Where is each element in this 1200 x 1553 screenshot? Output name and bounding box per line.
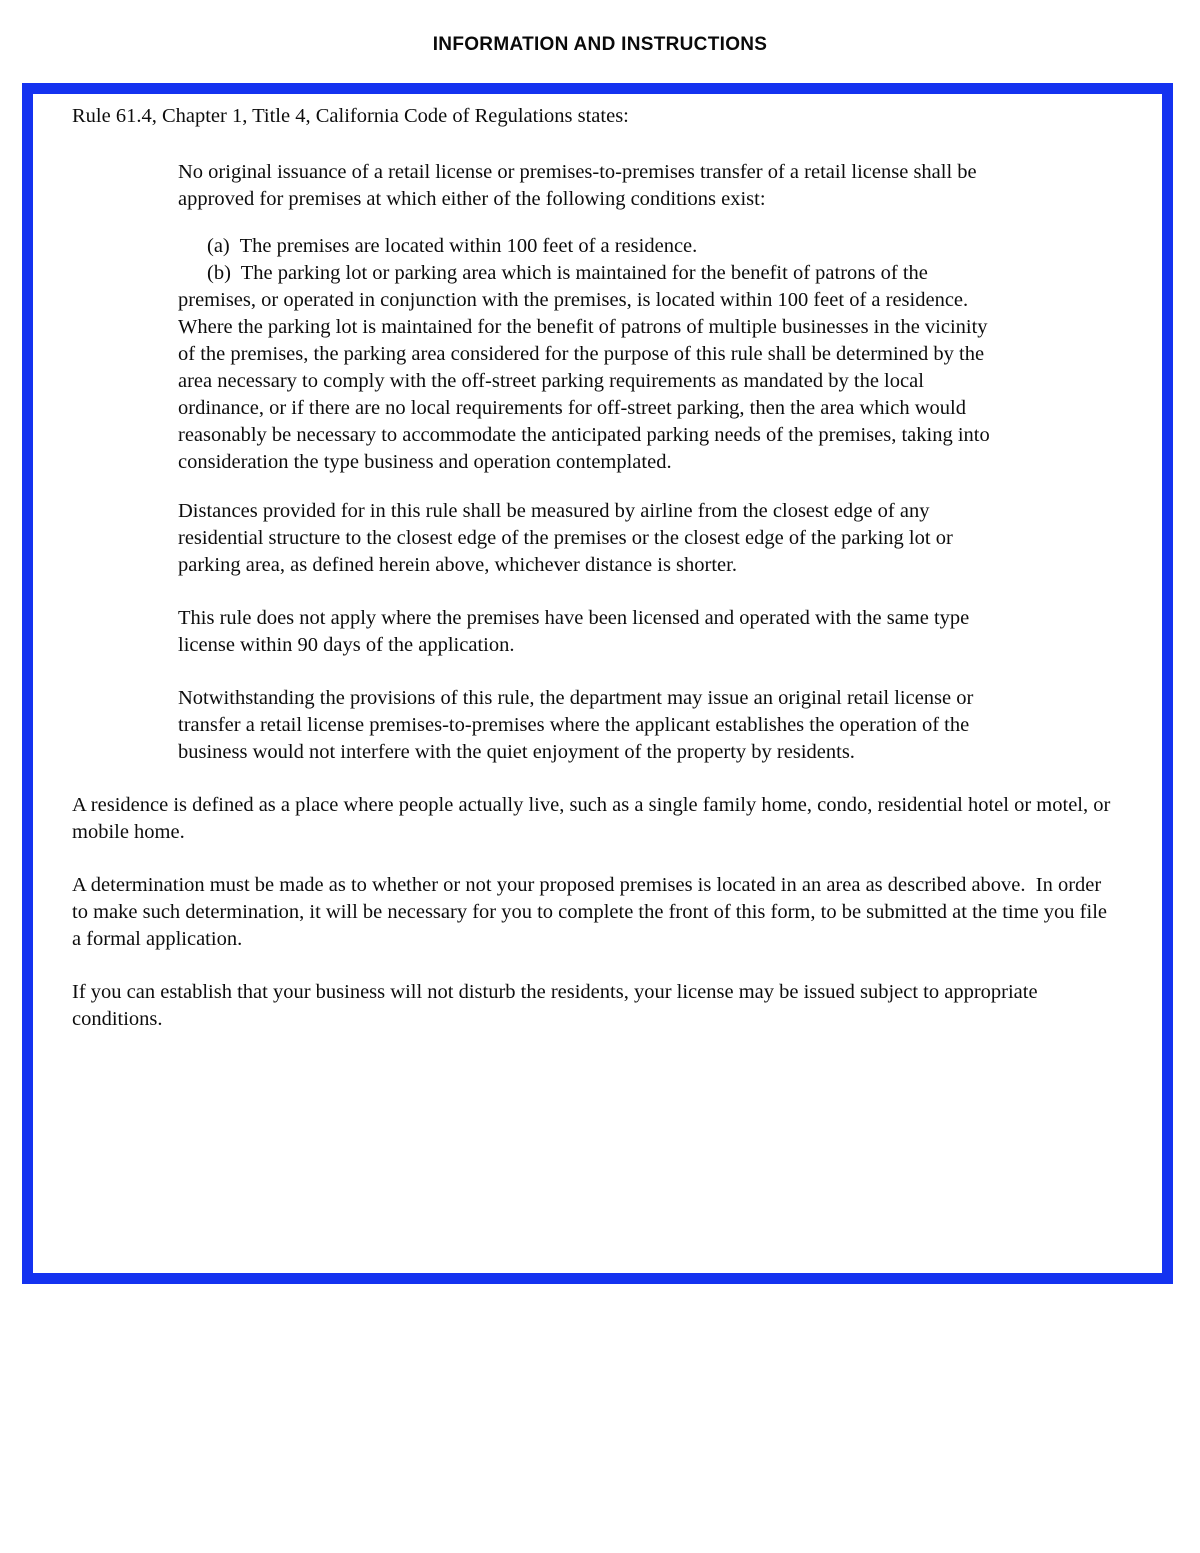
paragraph-distances: Distances provided for in this rule shall be measured by airline from the closest edge of any residential structure to the closest edge of the premises or the closest edge of the parking lot or parking area, as defined herein above, whichever distance is shorter. [178, 500, 958, 576]
paragraph-no-original-issuance: No original issuance of a retail license or premises-to-premises transfer of a retail license shall be approved for premises at which either of the following conditions exist: [178, 161, 982, 210]
paragraph-determination: A determination must be made as to whether or not your proposed premises is located in an area as described above. In order to make such determination, it will be necessary for you to complete the front of this form, to be submitted at the time you file a formal application. [72, 874, 1113, 950]
rule-text-box [22, 83, 1173, 1284]
condition-item-a: (a) The premises are located within 100 feet of a residence. [207, 235, 698, 257]
paragraph-establish: If you can establish that your business will not disturb the residents, your license may be issued subject to appropriate conditions. [72, 981, 1043, 1030]
paragraph-residence-definition: A residence is defined as a place where people actually live, such as a single family home, condo, residential hotel or motel, or mobile home. [72, 794, 1116, 843]
condition-list [178, 233, 995, 476]
paragraph-notwithstanding: Notwithstanding the provisions of this rule, the department may issue an original retail license or transfer a retail license premises-to-premises where the applicant establishes the operation of the business would not interfere with the quiet enjoyment of the property by residents. [178, 687, 979, 763]
paragraph-90-days: This rule does not apply where the premises have been licensed and operated with the same type license within 90 days of the application. [178, 607, 975, 656]
page-title: INFORMATION AND INSTRUCTIONS [432, 34, 768, 55]
condition-item-b: (b) The parking lot or parking area which is maintained for the benefit of patrons of the premises, or operated in conjunction with the premises, is located within 100 feet of a residence. Where the parking lot is maintained for the benefit of patrons of multiple businesses in the vicinity of the premises, the parking area considered for the purpose of this rule shall be determined by the area necessary to comply with the off-street parking requirements as mandated by the local ordinance, or if there are no local requirements for off-street parking, then the area which would reasonably be necessary to accommodate the anticipated parking needs of the premises, taking into consideration the type business and operation contemplated. [178, 262, 995, 473]
rule-citation-line: Rule 61.4, Chapter 1, Title 4, California Code of Regulations states: [72, 105, 629, 127]
quoted-rule-block [178, 159, 995, 766]
